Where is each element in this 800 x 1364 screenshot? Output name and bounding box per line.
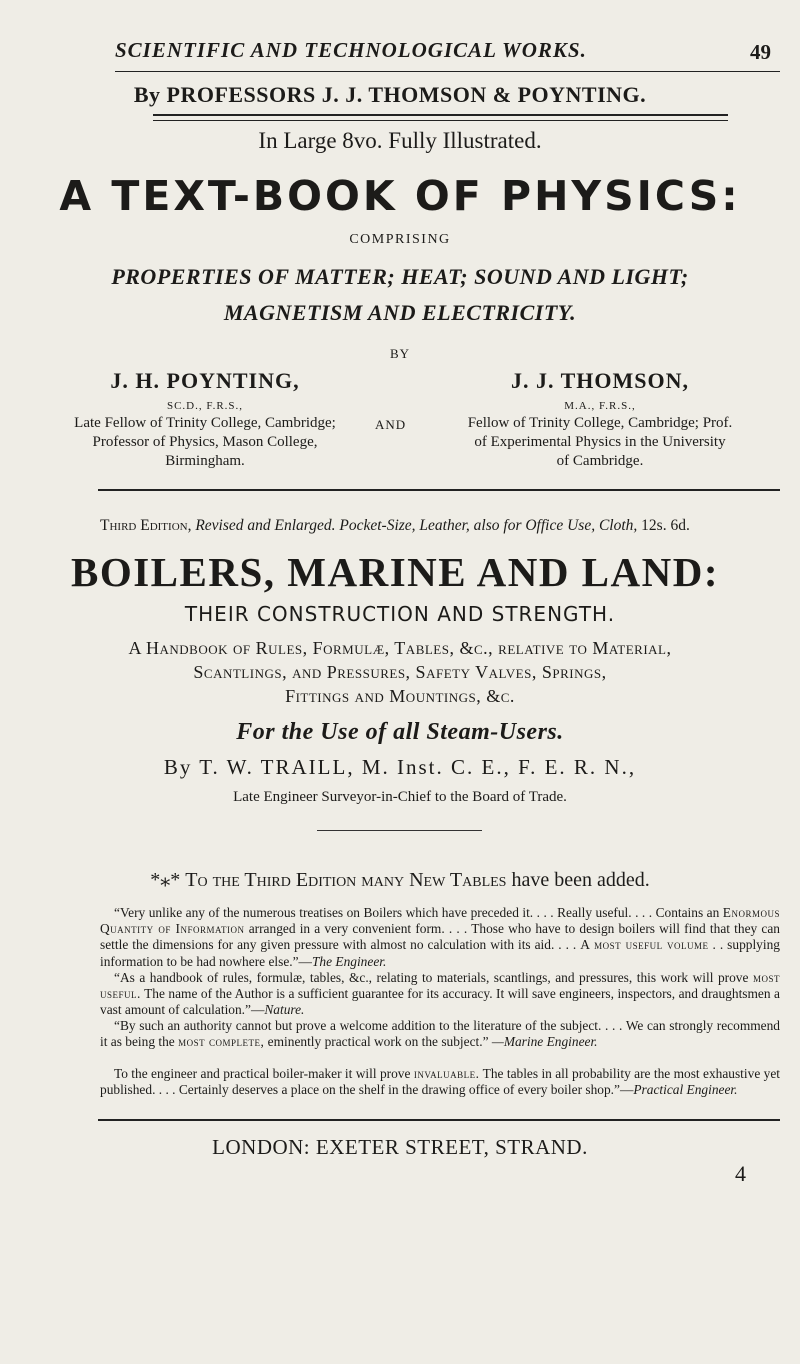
author-traill-desc: Late Engineer Surveyor-in-Chief to the Board of Trade. [233, 789, 567, 805]
author-degrees: M.A., F.R.S., [564, 400, 636, 412]
author-degrees: SC.D., F.R.S., [166, 400, 244, 412]
section-rule [98, 489, 780, 491]
new-tables-lead: To the Third Edition many New Tables [185, 869, 507, 891]
review-source: The Engineer. [311, 953, 387, 969]
review-emphasis: Enormous Quantity of Information [100, 905, 780, 937]
steam-users-line: For the Use of all Steam-Users. [236, 719, 564, 745]
review-text: eminently practical work on the subject.” [267, 1034, 489, 1050]
author-desc-line: Late Fellow of Trinity College, Cambridge; [74, 415, 336, 431]
author-desc-line: Fellow of Trinity College, Cambridge; Prof. [467, 415, 733, 431]
footer-rule [98, 1119, 780, 1121]
review-practical-engineer [100, 1066, 780, 1098]
author-desc-line: Birmingham. [165, 453, 245, 469]
review-text: “By such an authority cannot but prove a welcome addition to the literature of the subject. . . . We can strongly recommend it as being the [100, 1018, 780, 1050]
review-text: arranged in a very convenient form. . . . Those who have to design boilers will find that they can settle the dimensions for any given pressure with almost no calculation with its aid. . . . [100, 921, 780, 953]
author-name: J. H. POYNTING, [110, 368, 300, 393]
author-desc-line: of Experimental Physics in the University [474, 434, 726, 450]
revised-label: Revised and Enlarged. [195, 517, 336, 534]
review-text: . . supplying information to be had nowhere else.”— [100, 937, 780, 969]
signature-mark: 4 [735, 1161, 746, 1186]
review-emphasis: most useful. [100, 970, 780, 1002]
author-traill: By T. W. TRAILL, M. Inst. C. E., F. E. R. N., [163, 755, 637, 779]
by-label: BY [389, 346, 411, 361]
handbook-line-1: A Handbook of Rules, Formulæ, Tables, &c., relative to Material, [128, 638, 672, 658]
boilers-title: BOILERS, MARINE AND LAND: [70, 549, 719, 595]
header-rule [115, 71, 780, 72]
short-rule [317, 830, 482, 831]
authors-line: By PROFESSORS J. J. THOMSON & POYNTING. [133, 82, 647, 107]
review-emphasis: invaluable. [413, 1066, 480, 1081]
handbook-line-2: Scantlings, and Pressures, Safety Valves, Springs, [193, 662, 607, 682]
review-text: “As a handbook of rules, formulæ, tables, &c., relating to materials, scantlings, and pressures, this work will prove [114, 970, 749, 985]
review-emphasis: A most useful volume [580, 937, 709, 953]
author-thomson [435, 368, 765, 469]
author-name: J. J. THOMSON, [510, 368, 689, 393]
comprising-label: COMPRISING [349, 232, 451, 247]
review-engineer [100, 905, 780, 970]
review-marine-engineer [100, 1018, 780, 1050]
author-desc-line: of Cambridge. [556, 453, 644, 469]
edition-label: Third Edition, [100, 517, 192, 534]
third-edition-line [100, 517, 780, 535]
review-emphasis: most complete, [178, 1034, 265, 1050]
boilers-subtitle: THEIR CONSTRUCTION AND STRENGTH. [184, 602, 616, 626]
review-text: The tables in all probability are the most exhaustive yet published. . . . Certainly deserves a place on the shelf in the drawing office of every boiler shop.”— [100, 1066, 780, 1098]
review-source: Nature. [264, 1002, 305, 1018]
new-tables-note [0, 867, 800, 892]
price-label: 12s. 6d. [641, 517, 690, 534]
review-text: To the engineer and practical boiler-maker it will prove [114, 1066, 411, 1081]
publisher-imprint: LONDON: EXETER STREET, STRAND. [212, 1135, 588, 1159]
author-poynting [45, 368, 365, 469]
subjects-line-2: MAGNETISM AND ELECTRICITY. [223, 300, 577, 325]
review-text: The name of the Author is a sufficient guarantee for its accuracy. It will save engineers, inspectors, and draughtsmen a vast amount of calculation.”— [100, 986, 780, 1018]
review-source: Practical Engineer. [633, 1082, 738, 1098]
review-source: —Marine Engineer. [491, 1034, 598, 1050]
page-number: 49 [750, 40, 771, 64]
edition-note: In Large 8vo. Fully Illustrated. [258, 128, 542, 153]
asterism: *⁎* [150, 869, 181, 891]
author-desc-line: Professor of Physics, Mason College, [92, 434, 318, 450]
format-label: Pocket-Size, Leather, also for Office Use, Cloth, [339, 517, 638, 534]
and-label: AND [375, 417, 407, 432]
new-tables-tail: have been added. [511, 869, 650, 891]
book-title: A TEXT-BOOK OF PHYSICS: [59, 172, 741, 220]
review-nature [100, 970, 780, 1019]
subjects-line-1: PROPERTIES OF MATTER; HEAT; SOUND AND LIGHT; [111, 264, 689, 289]
review-text: “Very unlike any of the numerous treatises on Boilers which have preceded it. . . . Really useful. . . . Contains an [114, 905, 720, 920]
handbook-line-3: Fittings and Mountings, &c. [285, 686, 515, 706]
running-head: SCIENTIFIC AND TECHNOLOGICAL WORKS. [115, 38, 587, 62]
double-rule [153, 114, 728, 121]
